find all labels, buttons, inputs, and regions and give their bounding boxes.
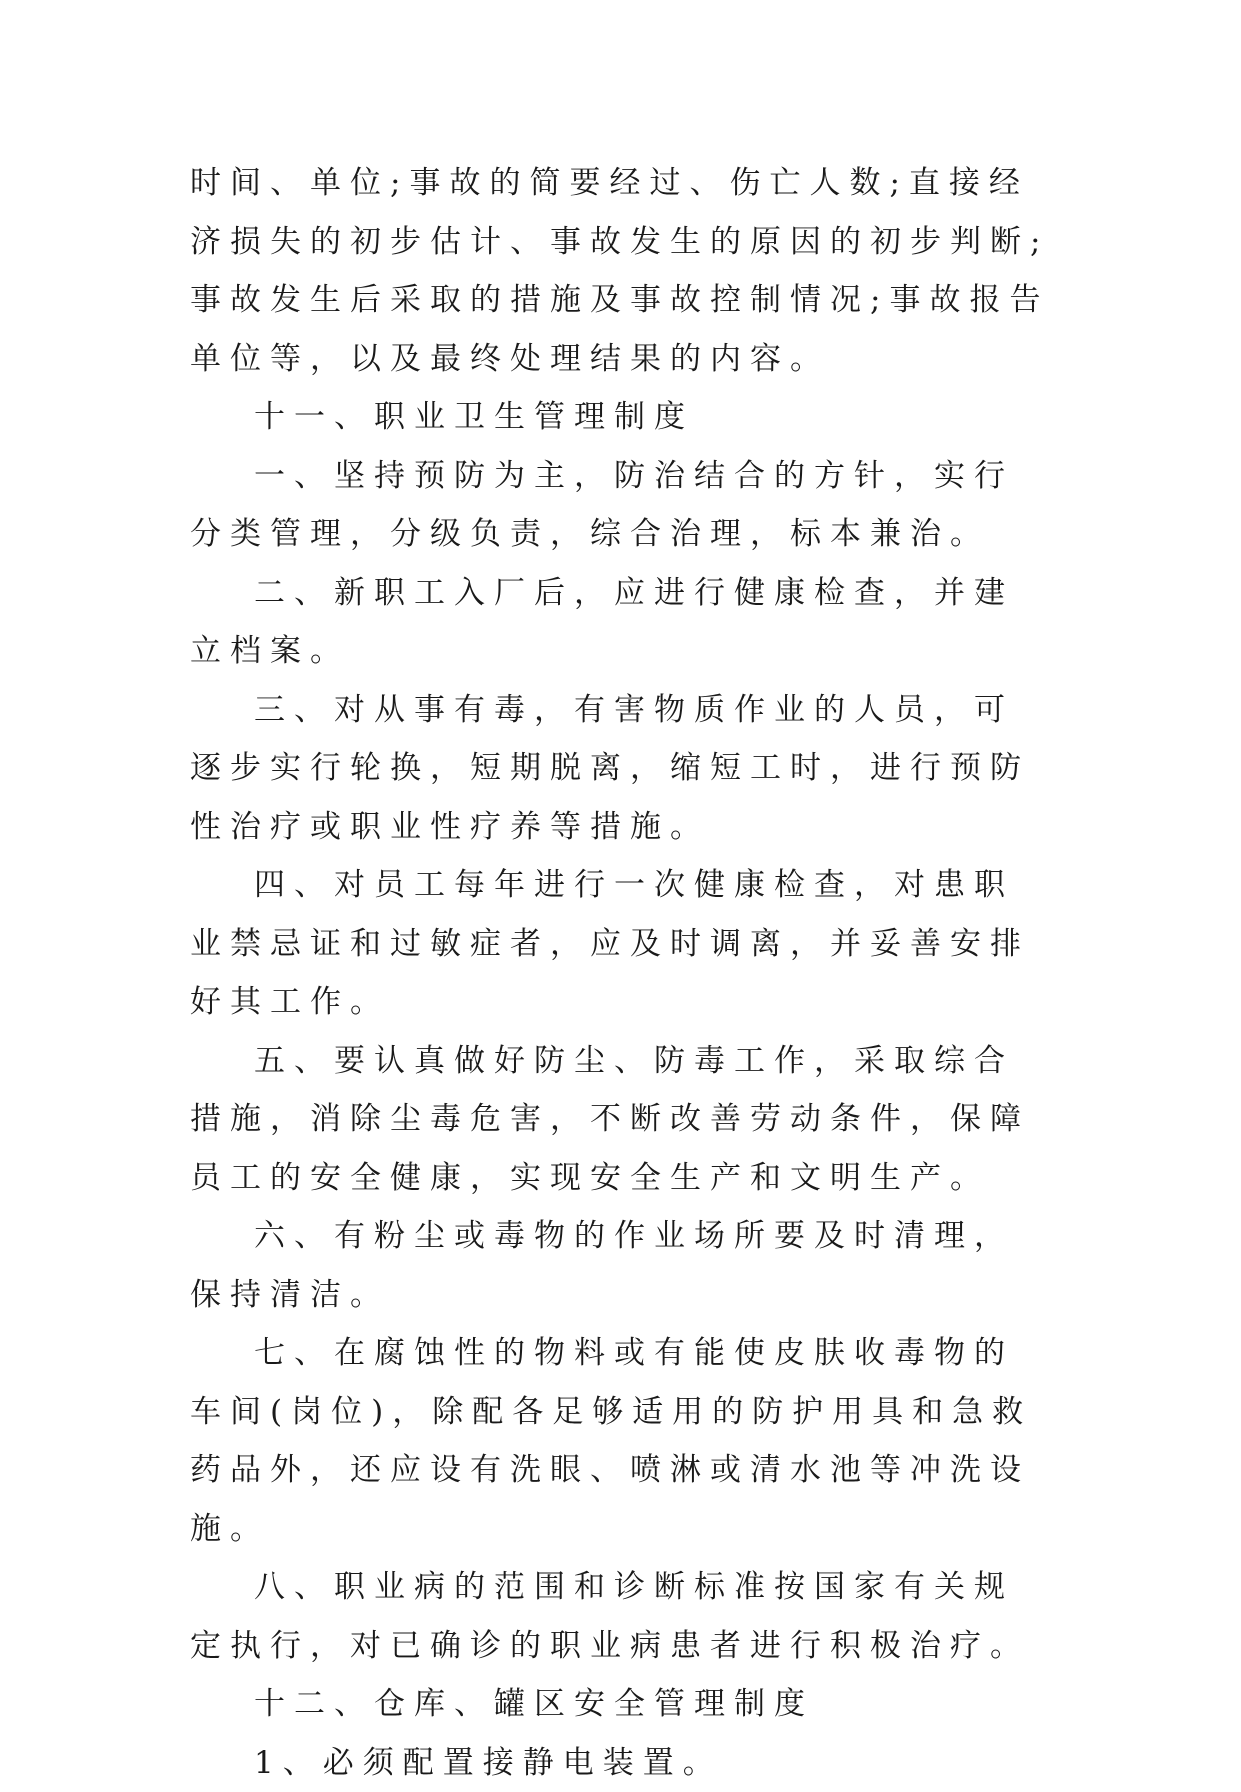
paragraph-item-8: 八、职业病的范围和诊断标准按国家有关规定执行，对已确诊的职业病患者进行积极治疗。	[190, 1558, 1050, 1675]
paragraph-item-2: 二、新职工入厂后，应进行健康检查，并建立档案。	[190, 564, 1050, 681]
paragraph-item-3: 三、对从事有毒，有害物质作业的人员，可逐步实行轮换，短期脱离，缩短工时，进行预防性治疗或职业性疗养等措施。	[190, 681, 1050, 857]
document-body	[190, 154, 1050, 1792]
paragraph-item-4: 四、对员工每年进行一次健康检查，对患职业禁忌证和过敏症者，应及时调离，并妥善安排好其工作。	[190, 856, 1050, 1032]
paragraph-item-6: 六、有粉尘或毒物的作业场所要及时清理，保持清洁。	[190, 1207, 1050, 1324]
section-heading-occupational-health: 十一、职业卫生管理制度	[190, 388, 1050, 447]
paragraph-warehouse-item-1: 1、必须配置接静电装置。	[190, 1734, 1050, 1792]
paragraph-item-1: 一、坚持预防为主，防治结合的方针，实行分类管理，分级负责，综合治理，标本兼治。	[190, 447, 1050, 564]
section-heading-warehouse-safety: 十二、仓库、罐区安全管理制度	[190, 1675, 1050, 1734]
paragraph-item-5: 五、要认真做好防尘、防毒工作，采取综合措施，消除尘毒危害，不断改善劳动条件，保障员工的安全健康，实现安全生产和文明生产。	[190, 1032, 1050, 1208]
paragraph-accident-report-contents: 时间、单位;事故的简要经过、伤亡人数;直接经济损失的初步估计、事故发生的原因的初步判断;事故发生后采取的措施及事故控制情况;事故报告单位等，以及最终处理结果的内容。	[190, 154, 1050, 388]
paragraph-item-7: 七、在腐蚀性的物料或有能使皮肤收毒物的车间(岗位)，除配各足够适用的防护用具和急救药品外，还应设有洗眼、喷淋或清水池等冲洗设施。	[190, 1324, 1050, 1558]
